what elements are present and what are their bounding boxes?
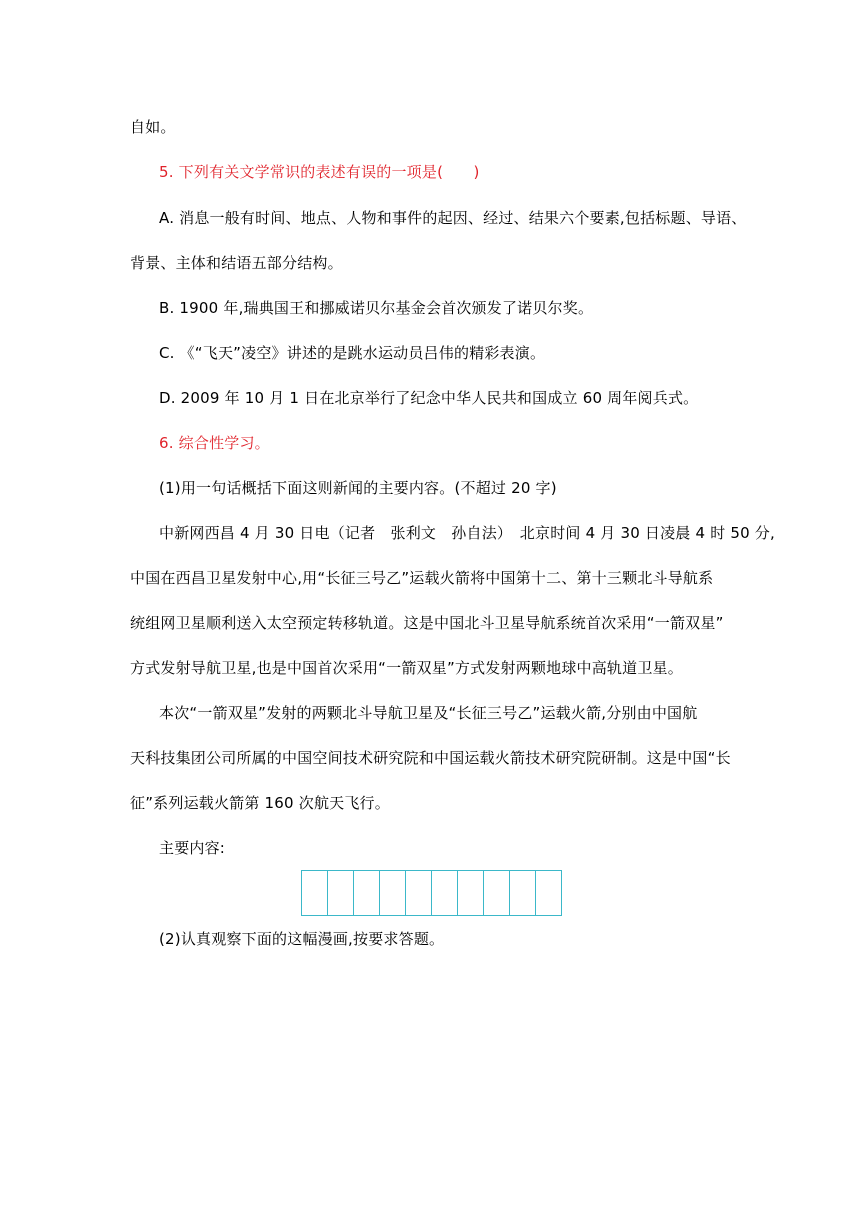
news-paragraph-1-line-4: 方式发射导航卫星,也是中国首次采用“一箭双星”方式发射两颗地球中高轨道卫星。 (130, 659, 683, 677)
answer-cell[interactable] (432, 871, 458, 915)
question-6-heading: 6. 综合性学习。 (159, 434, 270, 452)
answer-cell[interactable] (302, 871, 328, 915)
answer-cell[interactable] (380, 871, 406, 915)
option-d: D. 2009 年 10 月 1 日在北京举行了纪念中华人民共和国成立 60 周年阅兵式。 (159, 389, 699, 407)
answer-cell[interactable] (536, 871, 562, 915)
subquestion-1: (1)用一句话概括下面这则新闻的主要内容。(不超过 20 字) (159, 479, 557, 497)
answer-cell[interactable] (406, 871, 432, 915)
news-paragraph-1-line-2: 中国在西昌卫星发射中心,用“长征三号乙”运载火箭将中国第十二、第十三颗北斗导航系 (130, 569, 714, 587)
answer-cell[interactable] (458, 871, 484, 915)
answer-cell[interactable] (510, 871, 536, 915)
question-5-heading: 5. 下列有关文学常识的表述有误的一项是( ) (159, 163, 480, 181)
paragraph-continuation: 自如。 (130, 118, 176, 136)
main-content-label: 主要内容: (159, 839, 226, 857)
answer-cell[interactable] (354, 871, 380, 915)
answer-cell[interactable] (484, 871, 510, 915)
option-a-line-2: 背景、主体和结语五部分结构。 (130, 254, 343, 272)
news-paragraph-2-line-2: 天科技集团公司所属的中国空间技术研究院和中国运载火箭技术研究院研制。这是中国“长 (130, 749, 731, 767)
option-c: C. 《“飞天”凌空》讲述的是跳水运动员吕伟的精彩表演。 (159, 344, 546, 362)
news-paragraph-1-line-1: 中新网西昌 4 月 30 日电（记者 张利文 孙自法） 北京时间 4 月 30 日凌晨 4 时 50 分, (159, 524, 775, 542)
option-a-line-1: A. 消息一般有时间、地点、人物和事件的起因、经过、结果六个要素,包括标题、导语、 (159, 209, 747, 227)
answer-cell[interactable] (328, 871, 354, 915)
news-paragraph-1-line-3: 统组网卫星顺利送入太空预定转移轨道。这是中国北斗卫星导航系统首次采用“一箭双星” (130, 614, 724, 632)
answer-grid[interactable] (301, 870, 562, 916)
news-paragraph-2-line-3: 征”系列运载火箭第 160 次航天飞行。 (130, 794, 390, 812)
subquestion-2: (2)认真观察下面的这幅漫画,按要求答题。 (159, 930, 445, 948)
option-b: B. 1900 年,瑞典国王和挪威诺贝尔基金会首次颁发了诺贝尔奖。 (159, 299, 594, 317)
news-paragraph-2-line-1: 本次“一箭双星”发射的两颗北斗导航卫星及“长征三号乙”运载火箭,分别由中国航 (159, 704, 698, 722)
